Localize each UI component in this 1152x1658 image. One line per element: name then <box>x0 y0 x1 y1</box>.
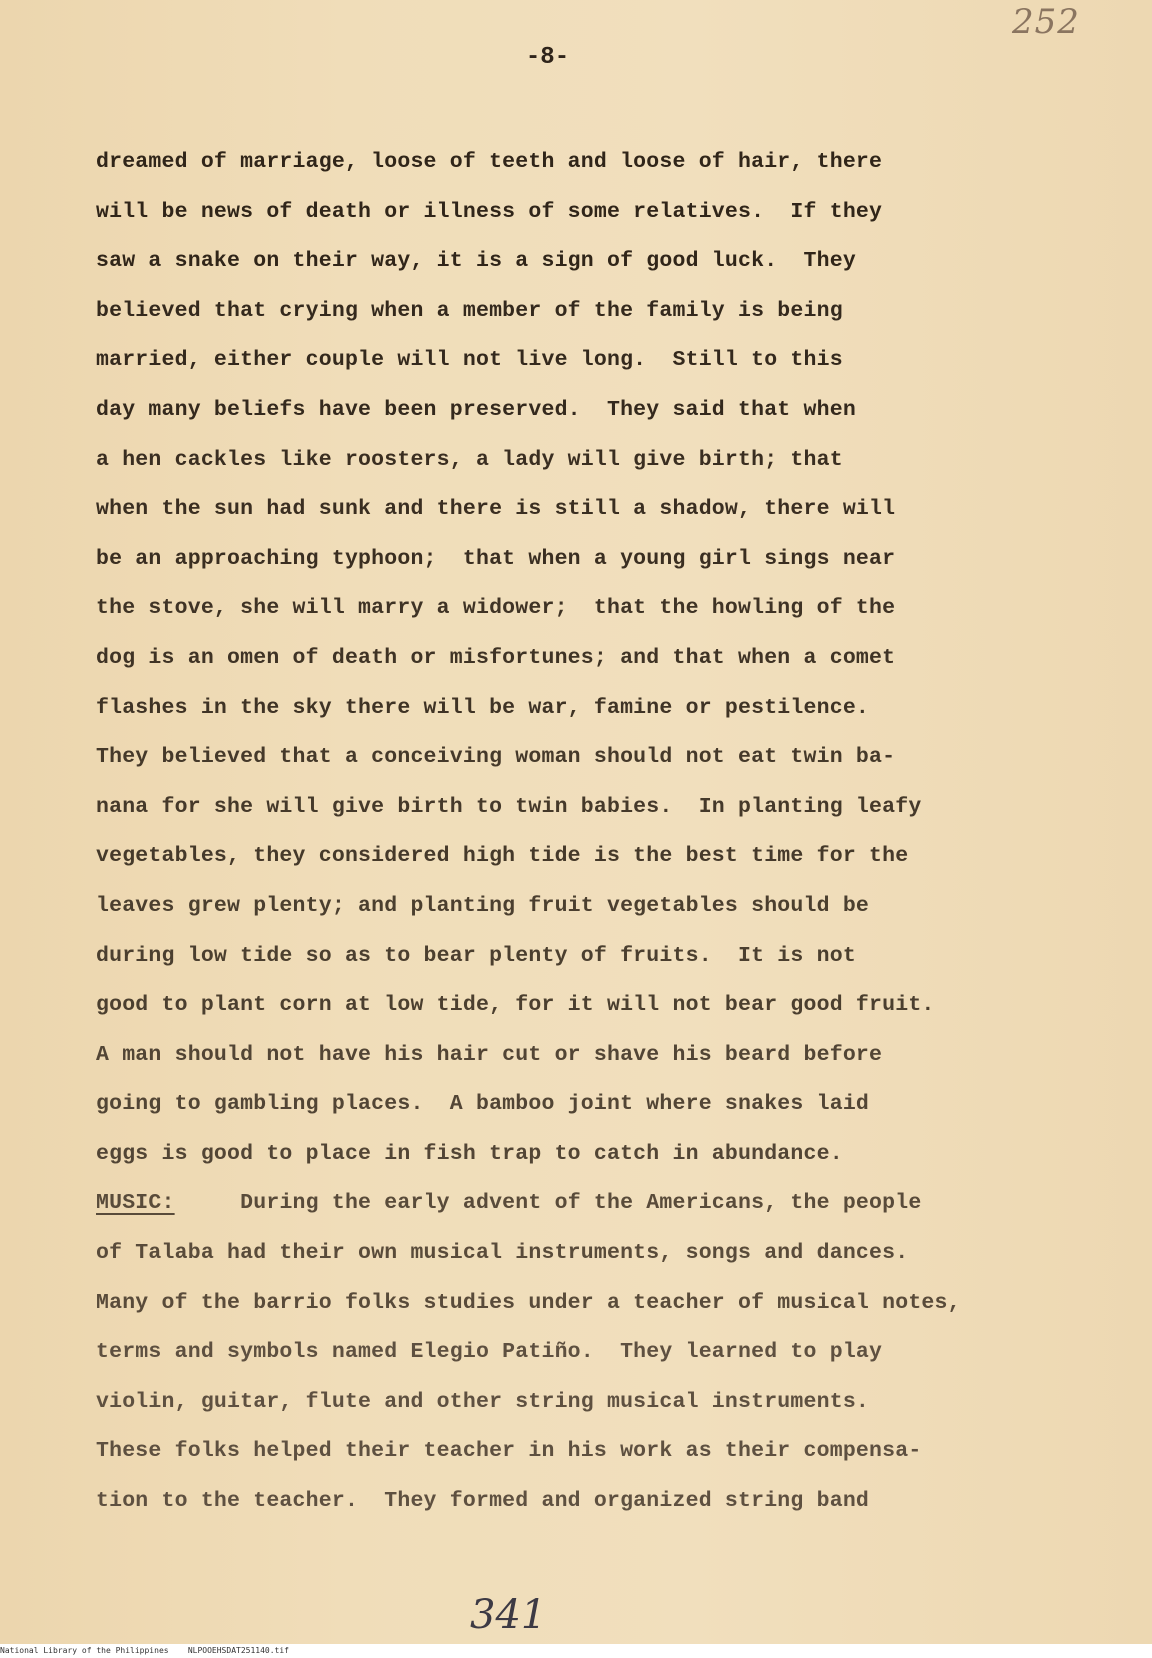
text-line: These folks helped their teacher in his work as their compensa- <box>96 1439 922 1464</box>
text-line: when the sun had sunk and there is still a shadow, there will <box>96 497 896 522</box>
text-line: A man should not have his hair cut or shave his beard before <box>96 1042 883 1067</box>
handwritten-folio-number: 341 <box>470 1592 547 1638</box>
text-line: the stove, she will marry a widower; that the howling of the <box>96 596 896 621</box>
text-line: nana for she will give birth to twin babies. In planting leafy <box>96 794 922 819</box>
text-line: vegetables, they considered high tide is the best time for the <box>96 844 909 869</box>
body-text <box>96 150 1096 1539</box>
handwritten-page-mark: 252 <box>1012 2 1080 42</box>
text-line: eggs is good to place in fish trap to catch in abundance. <box>96 1141 843 1166</box>
text-line: dreamed of marriage, loose of teeth and loose of hair, there <box>96 150 883 174</box>
text-line: tion to the teacher. They formed and organized string band <box>96 1489 870 1514</box>
text-line: be an approaching typhoon; that when a young girl sings near <box>96 546 896 571</box>
text-line: terms and symbols named Elegio Patiño. They learned to play <box>96 1340 883 1365</box>
text-line: believed that crying when a member of the family is being <box>96 298 843 323</box>
text-line: during low tide so as to bear plenty of fruits. It is not <box>96 943 856 968</box>
text-line: flashes in the sky there will be war, famine or pestilence. <box>96 695 870 720</box>
music-first-line <box>96 1191 1096 1241</box>
music-first-text: During the early advent of the Americans, the people <box>174 1191 922 1216</box>
text-line: will be news of death or illness of some relatives. If they <box>96 199 883 224</box>
text-line: good to plant corn at low tide, for it will not bear good fruit. <box>96 993 935 1018</box>
text-line: leaves grew plenty; and planting fruit vegetables should be <box>96 893 870 918</box>
text-line: violin, guitar, flute and other string musical instruments. <box>96 1389 870 1414</box>
text-line: day many beliefs have been preserved. They said that when <box>96 397 856 422</box>
text-line: Many of the barrio folks studies under a teacher of musical notes, <box>96 1290 961 1315</box>
page-number: -8- <box>525 44 570 71</box>
scan-footer: National Library of the Philippines NLPOOEHSDAT251140.tif <box>0 1644 1152 1658</box>
text-line: They believed that a conceiving woman should not eat twin ba- <box>96 745 896 770</box>
text-line: of Talaba had their own musical instruments, songs and dances. <box>96 1241 909 1266</box>
music-heading: MUSIC: <box>96 1191 175 1216</box>
text-line: a hen cackles like roosters, a lady will give birth; that <box>96 447 843 472</box>
text-line: married, either couple will not live long. Still to this <box>96 348 843 373</box>
text-line: saw a snake on their way, it is a sign of good luck. They <box>96 249 856 274</box>
text-line: dog is an omen of death or misfortunes; and that when a comet <box>96 645 896 670</box>
text-line: going to gambling places. A bamboo joint where snakes laid <box>96 1092 870 1117</box>
